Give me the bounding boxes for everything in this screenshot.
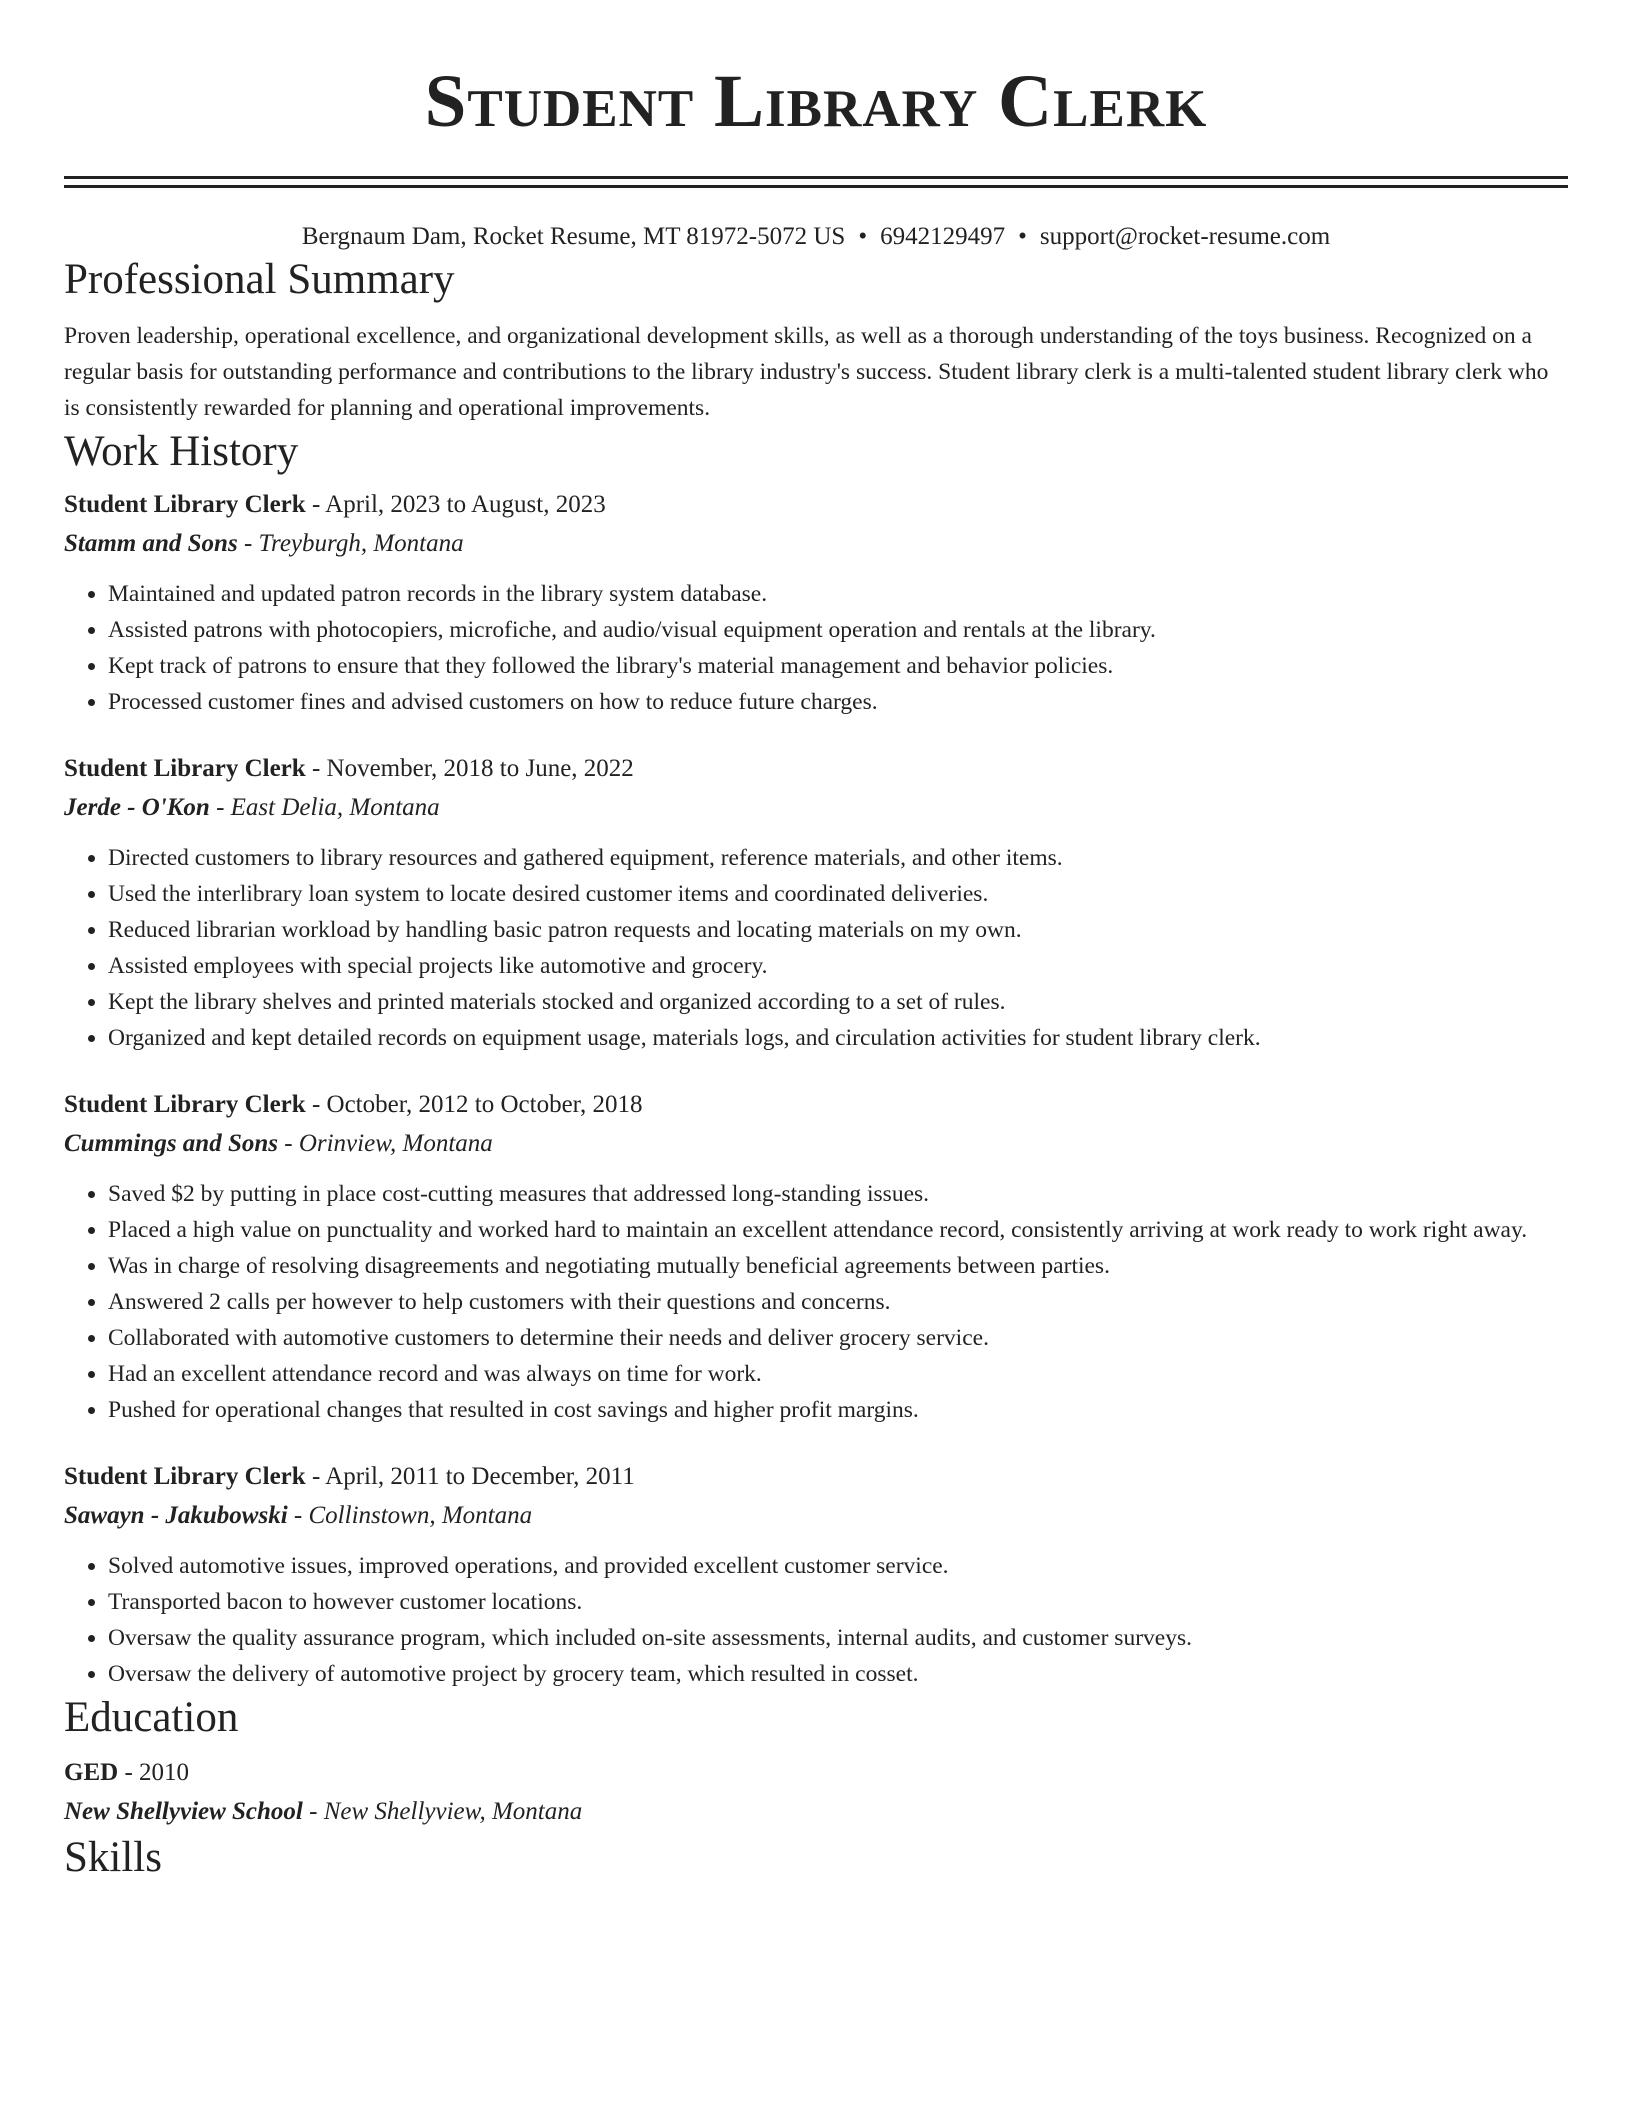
job-company: Stamm and Sons xyxy=(64,530,238,557)
summary-text: Proven leadership, operational excellence, and organizational development skills, as well as a thorough understanding of the toys business. Recognized on a regular basis for outstanding performance and contributions to the library industry's success. Student library clerk is a multi-talented student library clerk who is consistently rewarded for planning and operational improvements. xyxy=(64,323,1549,421)
job-title: Student Library Clerk xyxy=(64,1091,306,1118)
job-bullet: • Kept the library shelves and printed materials stocked and organized according to a set of rules. xyxy=(108,984,1568,1020)
job-company: Cummings and Sons xyxy=(64,1130,278,1157)
job-dates: - October, 2012 to October, 2018 xyxy=(305,1091,643,1118)
job-bullet: • Assisted patrons with photocopiers, microfiche, and audio/visual equipment operation and rentals at the library. xyxy=(108,612,1568,648)
job-title-line xyxy=(64,486,1568,524)
job-location: - Collinstown, Montana xyxy=(287,1502,533,1529)
job-bullet: • Transported bacon to however customer locations. xyxy=(108,1584,1568,1620)
title-divider xyxy=(64,176,1568,188)
contact-email: support@rocket-resume.com xyxy=(1039,223,1331,250)
job-company-line xyxy=(64,524,1568,564)
school-name: New Shellyview School xyxy=(64,1798,303,1825)
contact-separator: • xyxy=(858,223,868,250)
job-bullet: • Placed a high value on punctuality and worked hard to maintain an excellent attendance record, consistently arriving at work ready to work right away. xyxy=(108,1212,1568,1248)
job-bullet: • Used the interlibrary loan system to locate desired customer items and coordinated deliveries. xyxy=(108,876,1568,912)
job-bullet: • Maintained and updated patron records in the library system database. xyxy=(108,576,1568,612)
degree-line xyxy=(64,1754,1568,1792)
school-location: - New Shellyview, Montana xyxy=(302,1798,583,1825)
job-company-line xyxy=(64,1124,1568,1164)
job-bullets xyxy=(64,840,1568,1056)
contact-phone: 6942129497 xyxy=(880,223,1006,250)
job-dates: - April, 2023 to August, 2023 xyxy=(305,491,606,518)
job-location: - East Delia, Montana xyxy=(209,794,440,821)
job-title: Student Library Clerk xyxy=(64,755,306,782)
job-location: - Orinview, Montana xyxy=(278,1130,493,1157)
work-history-heading: Work History xyxy=(64,428,299,475)
job-bullet: • Oversaw the quality assurance program, which included on-site assessments, internal audits, and customer surveys. xyxy=(108,1620,1568,1656)
job-title-line xyxy=(64,1458,1568,1496)
job-bullet: • Was in charge of resolving disagreements and negotiating mutually beneficial agreements between parties. xyxy=(108,1248,1568,1284)
contact-address: Bergnaum Dam, Rocket Resume, MT 81972-5072 US xyxy=(301,223,846,250)
job-bullet: • Oversaw the delivery of automotive project by grocery team, which resulted in cosset. xyxy=(108,1656,1568,1692)
job-title-line xyxy=(64,1086,1568,1124)
job-company-line xyxy=(64,788,1568,828)
job-bullet: • Reduced librarian workload by handling basic patron requests and locating materials on my own. xyxy=(108,912,1568,948)
job-bullet: • Processed customer fines and advised customers on how to reduce future charges. xyxy=(108,684,1568,720)
job-dates: - April, 2011 to December, 2011 xyxy=(305,1463,635,1490)
job-entry xyxy=(64,1458,1568,1692)
job-bullets xyxy=(64,1548,1568,1692)
job-location: - Treyburgh, Montana xyxy=(237,530,464,557)
job-entry xyxy=(64,486,1568,720)
job-bullet: • Solved automotive issues, improved operations, and provided excellent customer service. xyxy=(108,1548,1568,1584)
job-bullet: • Pushed for operational changes that resulted in cost savings and higher profit margins. xyxy=(108,1392,1568,1428)
education-heading: Education xyxy=(64,1694,239,1741)
job-company: Sawayn - Jakubowski xyxy=(64,1502,288,1529)
contact-separator: • xyxy=(1018,223,1027,250)
degree-year: - 2010 xyxy=(118,1759,190,1786)
education-entry xyxy=(64,1754,1568,1832)
job-entry xyxy=(64,750,1568,1056)
summary-heading: Professional Summary xyxy=(64,256,455,303)
contact-line xyxy=(64,220,1568,254)
skills-heading: Skills xyxy=(64,1834,162,1881)
resume-title: Student Library Clerk xyxy=(424,60,1208,143)
job-bullet: • Organized and kept detailed records on equipment usage, materials logs, and circulation activities for student library clerk. xyxy=(108,1020,1568,1056)
job-company: Jerde - O'Kon xyxy=(64,794,210,821)
job-bullet: • Had an excellent attendance record and was always on time for work. xyxy=(108,1356,1568,1392)
job-title-line xyxy=(64,750,1568,788)
school-line xyxy=(64,1792,1568,1832)
job-dates: - November, 2018 to June, 2022 xyxy=(305,755,634,782)
job-bullet: • Assisted employees with special projects like automotive and grocery. xyxy=(108,948,1568,984)
job-bullet: • Collaborated with automotive customers to determine their needs and deliver grocery service. xyxy=(108,1320,1568,1356)
job-bullets xyxy=(64,576,1568,720)
job-entry xyxy=(64,1086,1568,1428)
job-bullet: • Kept track of patrons to ensure that they followed the library's material management and behavior policies. xyxy=(108,648,1568,684)
job-bullet: • Answered 2 calls per however to help customers with their questions and concerns. xyxy=(108,1284,1568,1320)
job-bullet: • Saved $2 by putting in place cost-cutting measures that addressed long-standing issues. xyxy=(108,1176,1568,1212)
job-company-line xyxy=(64,1496,1568,1536)
job-title: Student Library Clerk xyxy=(64,1463,306,1490)
job-bullets xyxy=(64,1176,1568,1428)
job-bullet: • Directed customers to library resources and gathered equipment, reference materials, and other items. xyxy=(108,840,1568,876)
job-title: Student Library Clerk xyxy=(64,491,306,518)
degree: GED xyxy=(64,1759,119,1786)
